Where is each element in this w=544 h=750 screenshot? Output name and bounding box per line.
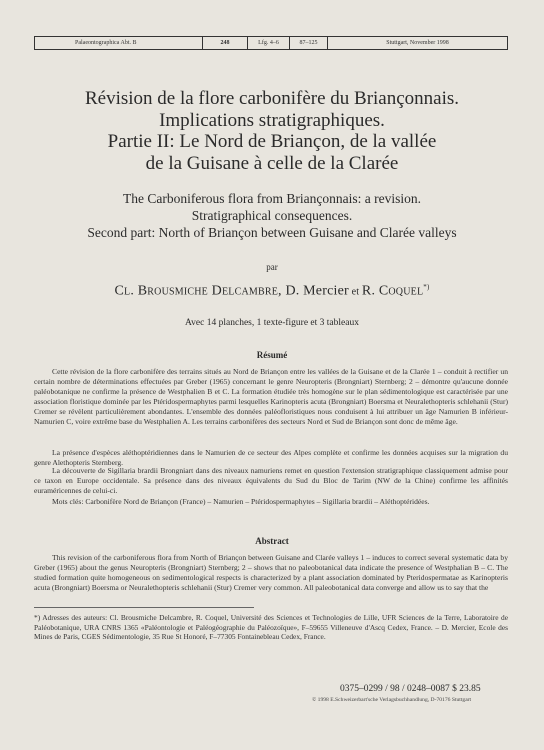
author-2: D. Mercier	[285, 283, 349, 299]
abstract-heading: Abstract	[255, 536, 289, 546]
plates-note: Avec 14 planches, 1 texte-figure et 3 tableaux	[185, 318, 359, 328]
title-fr-line: Révision de la flore carbonifère du Briançonnais.	[84, 88, 460, 109]
footnote-divider	[34, 607, 254, 608]
author-1: Cl. Brousmiche Delcambre	[114, 283, 279, 299]
author-3: R. Coquel	[361, 283, 424, 299]
resume-paragraph	[34, 448, 508, 468]
issn-code: 0375–0299 / 98 / 0248–0087 $ 23.85	[340, 684, 481, 694]
copyright-line: © 1998 E.Schweizerbart'sche Verlagsbuchhandlung, D-70176 Stuttgart	[312, 697, 472, 703]
keywords-paragraph	[34, 497, 508, 507]
resume-p1: Cette révision de la flore carbonifère des terrains situés au Nord de Briançon entre les vallées de la Guisane et de la Clarée 1 – conduit à rectifier un certain nombre de déterminations effectuées par Greber (1965) concernant le genre Neuropteris (Brongniart) Sternberg; 2 – démontre qu'aucune donnée paléobotanique ne confirme la présence de Westphalien B et C. La formation étudiée très homogène sur le plan sédimentologique est caractérisée par une association floristique dominée par les Ptéridospermaphytes parmi lesquelles Karinopteris acuta (Brongniart) Boersma et Neuralethopteris schlehanii (Stur) Cremer se révèlent particulièrement abondantes. L'ensemble des données paléofloristiques nous conduisent à lui attribuer un âge Namurien B inférieur-Namurien C, voire extrême base du Westphalien A. Les terrains carbonifères des secteurs Nord et Sud de Briançon sont donc de même âge.	[34, 367, 508, 426]
journal-pages: 87–125	[290, 37, 328, 49]
abstract-p1: This revision of the carboniferous flora from North of Briançon between Guisane and Clarée valleys 1 – induces to correct several systematic data by Greber (1965) about the genus Neuropteris (Brongniart) Sternberg; 2 – shows that no paleobotanical data indicate the presence of Westphalian B – C. The studied formation quite homogeneous on sedimentological respects is characterized by a plant association dominated by Pteridospermatae as Karinopteris acuta (Brongniart) Boersma or Neuralethopteris schlehanii (Stur) Cremer very common. All paleobotanical data converge and allow us to say that the	[34, 553, 508, 592]
resume-paragraph	[34, 466, 508, 496]
title-fr-line: de la Guisane à celle de la Clarée	[145, 152, 399, 174]
title-en-line: The Carboniferous flora from Briançonnais: a revision.	[122, 191, 422, 206]
keywords: Mots clés: Carbonifère Nord de Briançon (France) – Namurien – Ptéridospermaphytes – Sigillaria brardii – Aléthoptéridées.	[52, 497, 430, 506]
title-fr-line: Implications stratigraphiques.	[159, 109, 385, 131]
journal-header-bar	[34, 36, 508, 50]
resume-paragraph	[34, 367, 508, 426]
footnote-marker: *)	[423, 283, 430, 291]
title-fr-line: Partie II: Le Nord de Briançon, de la vallée	[107, 131, 437, 152]
resume-heading: Résumé	[256, 350, 288, 360]
title-en-line: Second part: North of Briançon between Guisane and Clarée valleys	[87, 225, 457, 240]
by-line: par	[266, 262, 278, 272]
journal-name: Palaeontographica Abt. B	[35, 37, 203, 49]
author-list	[0, 283, 544, 300]
resume-p2: La présence d'espèces aléthoptéridiennes dans le Namurien de ce secteur des Alpes complète et confirme les données acquises sur la migration du genre Alethopteris Sternberg.	[34, 448, 508, 467]
journal-volume: 248	[203, 37, 248, 49]
author-separator: et	[348, 286, 362, 298]
journal-issue: Lfg. 4–6	[248, 37, 290, 49]
author-addresses: *) Adresses des auteurs: Cl. Brousmiche Delcambre, R. Coquel, Université des Sciences et Technologies de Lille, UFR Sciences de la Terre, Laboratoire de Paléobotanique, URA CNRS 1365 «Paléontologie et Paléogéographie du Paléozoïque», F–59655 Villeneuve d'Ascq Cedex, France. – D. Mercier, Ecole des Mines de Paris, CGES Sédimentologie, 35 Rue St Honoré, F–77305 Fontainebleau Cedex, France.	[34, 613, 508, 642]
title-en-line: Stratigraphical consequences.	[191, 208, 353, 223]
resume-p3: La découverte de Sigillaria brardii Brongniart dans des niveaux namuriens remet en question l'extension stratigraphique classiquement admise pour ce taxon en Europe occidentale. Sa présence dans des niveaux équivalents du Sud du Bloc de Tarim (NW de la Chine) confirme les affinités euraméricennes de celui-ci.	[34, 466, 508, 495]
journal-place-date: Stuttgart, November 1998	[386, 40, 449, 46]
title-english	[20, 190, 524, 241]
abstract-paragraph	[34, 553, 508, 593]
title-french	[20, 88, 524, 174]
author-separator: ,	[278, 283, 286, 299]
footnote	[34, 613, 508, 642]
